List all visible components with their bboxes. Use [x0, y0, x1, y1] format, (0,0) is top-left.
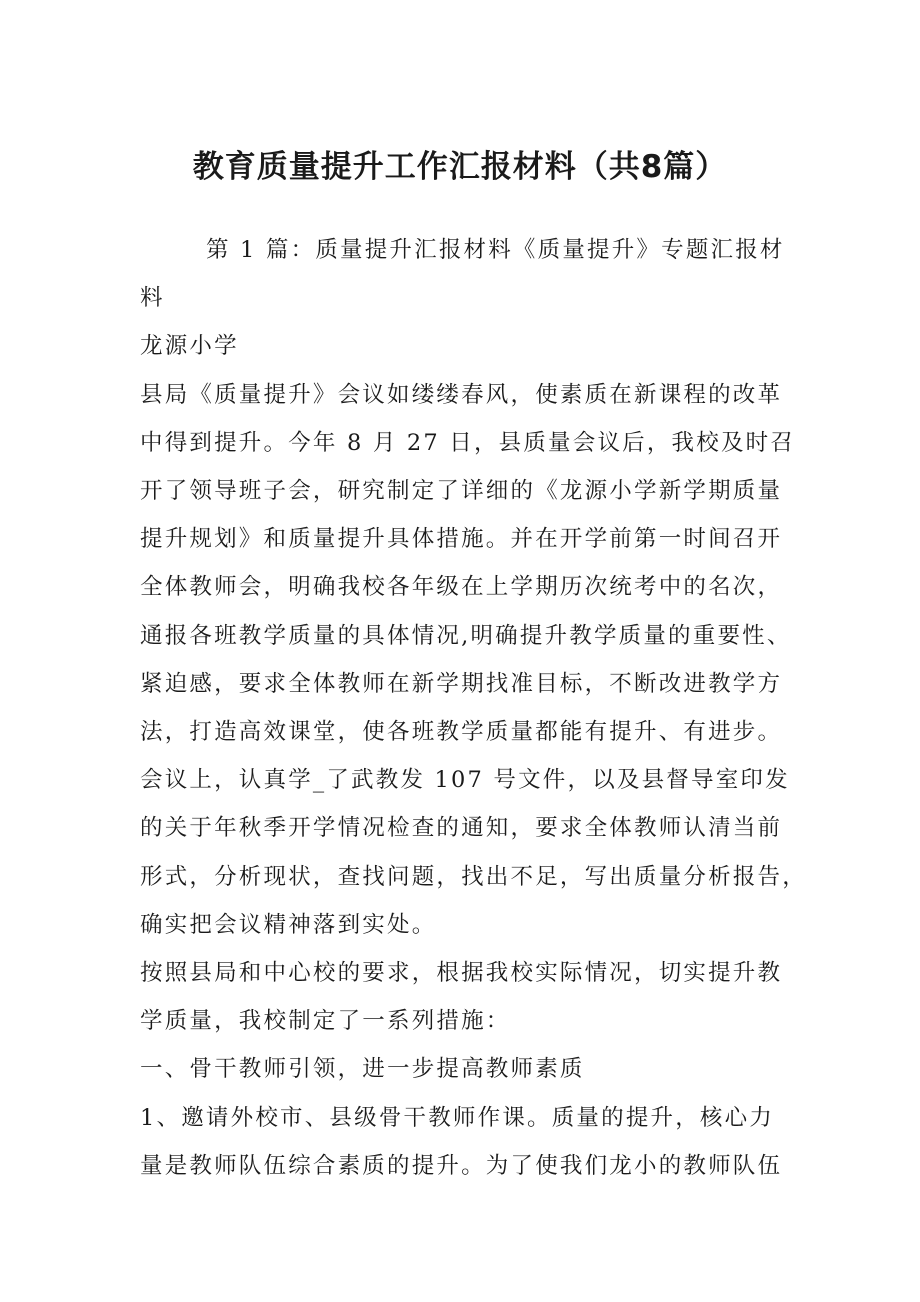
- chapter-heading-line-continued: 料: [140, 285, 165, 312]
- body-line: 学质量，我校制定了一系列措施：: [140, 1008, 511, 1035]
- body-line: 通报各班教学质量的具体情况,明确提升教学质量的重要性、: [140, 622, 792, 649]
- body-line: 1、邀请外校市、县级骨干教师作课。质量的提升，核心力: [140, 1104, 775, 1131]
- chapter-heading-line: 第 1 篇：质量提升汇报材料《质量提升》专题汇报材: [206, 237, 785, 263]
- body-line: 法，打造高效课堂，使各班教学质量都能有提升、有进步。: [140, 719, 783, 746]
- school-name: 龙源小学: [140, 333, 239, 360]
- body-line: 提升规划》和质量提升具体措施。并在开学前第一时间召开: [140, 526, 783, 553]
- body-line: 确实把会议精神落到实处。: [140, 911, 437, 938]
- document-title: 教育质量提升工作汇报材料（共8篇）: [192, 149, 728, 185]
- body-line: 形式，分析现状，查找问题，找出不足，写出质量分析报告，: [140, 863, 807, 890]
- body-line: 全体教师会，明确我校各年级在上学期历次统考中的名次，: [140, 574, 783, 601]
- body-line: 县局《质量提升》会议如缕缕春风，使素质在新课程的改革: [140, 381, 783, 408]
- body-line: 量是教师队伍综合素质的提升。为了使我们龙小的教师队伍: [140, 1152, 783, 1179]
- body-line: 按照县局和中心校的要求，根据我校实际情况，切实提升教: [140, 960, 783, 987]
- body-line: 开了领导班子会，研究制定了详细的《龙源小学新学期质量: [140, 478, 783, 505]
- body-line: 的关于年秋季开学情况检查的通知，要求全体教师认清当前: [140, 815, 783, 842]
- document-body: [140, 226, 807, 1190]
- body-line: 会议上，认真学_了武教发 107 号文件，以及县督导室印发: [140, 767, 790, 794]
- section-heading: 一、骨干教师引领，进一步提高教师素质: [140, 1056, 585, 1083]
- body-line: 中得到提升。今年 8 月 27 日，县质量会议后，我校及时召: [140, 429, 796, 456]
- body-line: 紧迫感，要求全体教师在新学期找准目标，不断改进教学方: [140, 670, 783, 697]
